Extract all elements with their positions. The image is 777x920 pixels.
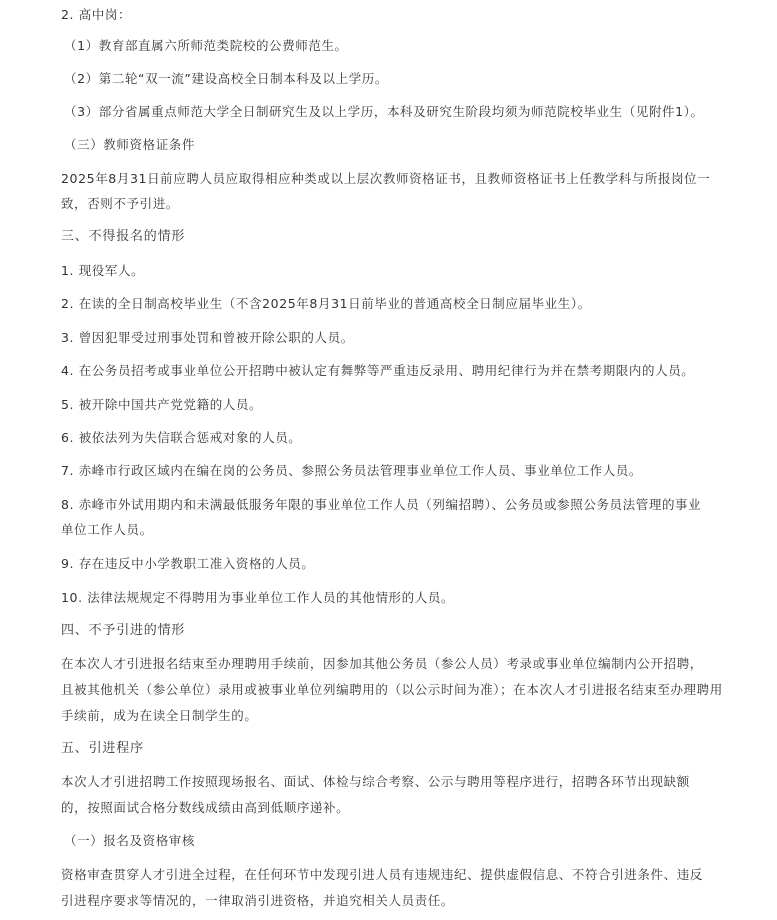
text-line: 10. 法律法规规定不得聘用为事业单位工作人员的其他情形的人员。 (61, 590, 455, 605)
text-line: 资格审查贯穿人才引进全过程，在任何环节中发现引进人员有违规违纪、提供虚假信息、不符合引进条件、违反 (61, 867, 703, 882)
text-line: 且被其他机关（参公单位）录用或被事业单位列编聘用的（以公示时间为准）；在本次人才引进报名结束至办理聘用 (61, 682, 723, 697)
section-heading: 五、引进程序 (61, 741, 144, 756)
text-line: 1. 现役军人。 (61, 263, 145, 278)
text-line: 引进程序要求等情况的，一律取消引进资格，并追究相关人员责任。 (61, 893, 455, 908)
subsection-heading: （一）报名及资格审核 (64, 833, 196, 848)
text-line: 单位工作人员。 (61, 522, 153, 537)
section-heading: 三、不得报名的情形 (61, 229, 186, 244)
text-line: 6. 被依法列为失信联合惩戒对象的人员。 (61, 430, 302, 445)
text-line: 的，按照面试合格分数线成绩由高到低顺序递补。 (61, 800, 350, 815)
text-line: 9. 存在违反中小学教职工准入资格的人员。 (61, 556, 315, 571)
text-line: 致，否则不予引进。 (61, 196, 179, 211)
text-line: 2. 在读的全日制高校毕业生（不含2025年8月31日前毕业的普通高校全日制应届毕业生）。 (61, 296, 591, 311)
text-line: 5. 被开除中国共产党党籍的人员。 (61, 397, 263, 412)
text-line: 8. 赤峰市外试用期内和未满最低服务年限的事业单位工作人员（列编招聘）、公务员或参照公务员法管理的事业 (61, 497, 702, 512)
text-line: （1）教育部直属六所师范类院校的公费师范生。 (64, 38, 348, 53)
text-line: 7. 赤峰市行政区域内在编在岗的公务员、参照公务员法管理事业单位工作人员、事业单位工作人员。 (61, 463, 643, 478)
text-line: 3. 曾因犯罪受过刑事处罚和曾被开除公职的人员。 (61, 330, 354, 345)
section-heading: 四、不予引进的情形 (61, 623, 186, 638)
text-line: 2. 高中岗： (61, 7, 132, 22)
text-line: 本次人才引进招聘工作按照现场报名、面试、体检与综合考察、公示与聘用等程序进行，招聘各环节出现缺额 (61, 774, 690, 789)
text-line: 手续前，成为在读全日制学生的。 (61, 708, 258, 723)
text-line: 4. 在公务员招考或事业单位公开招聘中被认定有舞弊等严重违反录用、聘用纪律行为并在禁考期限内的人员。 (61, 363, 695, 378)
text-line: （3）部分省属重点师范大学全日制研究生及以上学历，本科及研究生阶段均须为师范院校毕业生（见附件1）。 (64, 104, 704, 119)
text-line: 在本次人才引进报名结束至办理聘用手续前，因参加其他公务员（参公人员）考录或事业单位编制内公开招聘， (61, 656, 703, 671)
text-line: 2025年8月31日前应聘人员应取得相应种类或以上层次教师资格证书，且教师资格证书上任教学科与所报岗位一 (61, 171, 711, 186)
text-line: （2）第二轮“双一流”建设高校全日制本科及以上学历。 (64, 71, 389, 86)
subsection-heading: （三）教师资格证条件 (64, 137, 196, 152)
